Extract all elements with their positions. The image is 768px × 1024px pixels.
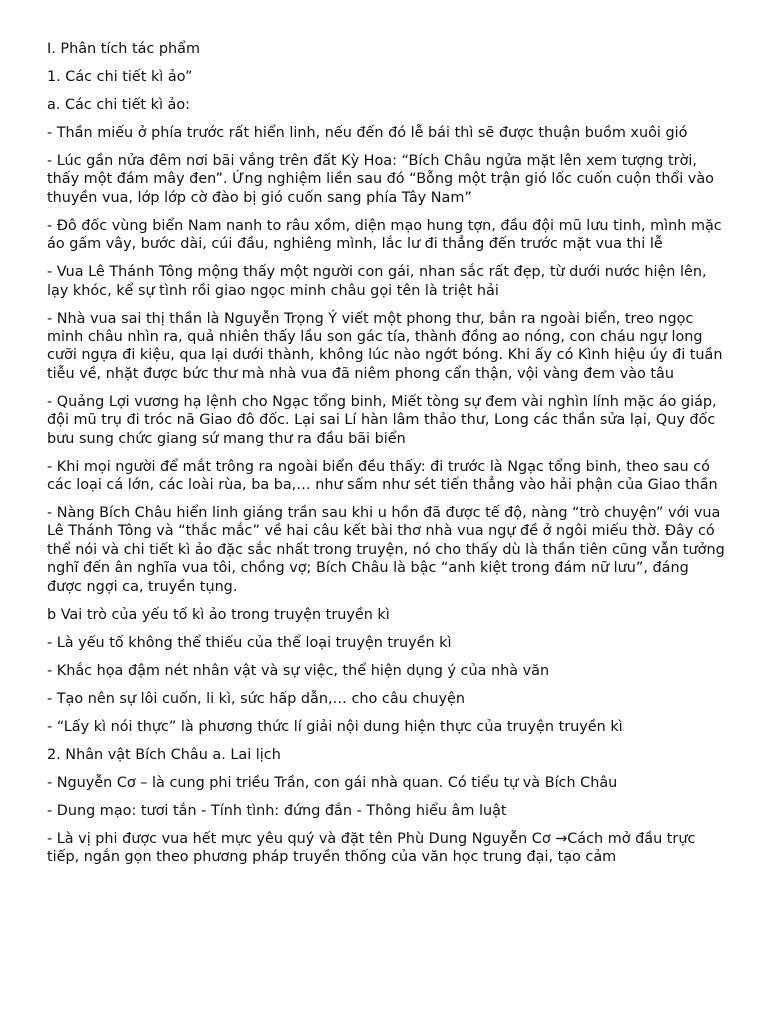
paragraph: - Nguyễn Cơ – là cung phi triều Trần, con gái nhà quan. Có tiểu tự và Bích Châu — [47, 774, 618, 791]
paragraph: - Lúc gần nửa đêm nơi bãi vắng trên đất Kỳ Hoa: “Bích Châu ngửa mặt lên xem tượng trời, thấy một đám mây đen”. Ứng nghiệm liền sau đó “Bỗng một trận gió lốc cuốn cuộn thổi vào thuyền vua, lớp lớp cờ đào bị gió cuốn sang phía Tây Nam” — [47, 153, 714, 206]
subsection-heading: 2. Nhân vật Bích Châu a. Lai lịch — [47, 746, 281, 763]
subsection-heading: a. Các chi tiết kì ảo: — [47, 97, 191, 113]
paragraph: - Thần miếu ở phía trước rất hiển linh, nếu đến đó lễ bái thì sẽ được thuận buồm xuôi gió — [47, 125, 688, 141]
section-heading: I. Phân tích tác phẩm — [47, 41, 200, 57]
paragraph: - Khi mọi người để mắt trông ra ngoài biển đều thấy: đi trước là Ngạc tổng binh, theo sau có các loại cá lớn, các loài rùa, ba ba,… như sấm như sét tiến thẳng vào hải phận của Giao thần — [47, 458, 718, 494]
document-page — [47, 40, 727, 876]
paragraph: - Là yếu tố không thể thiếu của thể loại truyện truyền kì — [47, 634, 452, 651]
subsection-heading: b Vai trò của yếu tố kì ảo trong truyện truyền kì — [47, 606, 390, 623]
paragraph: - Dung mạo: tươi tắn - Tính tình: đứng đắn - Thông hiểu âm luật — [47, 802, 507, 819]
paragraph: - Vua Lê Thánh Tông mộng thấy một người con gái, nhan sắc rất đẹp, từ dưới nước hiện lên, lạy khóc, kể sự tình rồi giao ngọc minh châu gọi tên là triệt hải — [47, 264, 707, 299]
paragraph: - Đô đốc vùng biển Nam nanh to râu xồm, diện mạo hung tợn, đầu đội mũ lưu tinh, mình mặc áo gấm vây, bước dài, cúi đầu, nghiêng mình, lắc lư đi thẳng đến trước mặt vua thi lễ — [47, 217, 722, 253]
paragraph: - Tạo nên sự lôi cuốn, li kì, sức hấp dẫn,… cho câu chuyện — [47, 690, 465, 707]
paragraph: - “Lấy kì nói thực” là phương thức lí giải nội dung hiện thực của truyện truyền kì — [47, 718, 623, 735]
paragraph: - Nàng Bích Châu hiển linh giáng trần sau khi u hồn đã được tế độ, nàng “trò chuyện” với vua Lê Thánh Tông và “thắc mắc” về hai câu kết bài thơ nhà vua ngự đề ở ngôi miếu thờ. Đây có thể nói và chi tiết kì ảo đặc sắc nhất trong truyện, nó cho thấy dù là thần tiên cũng vẫn tưởng nghĩ đến ân nghĩa vua tôi, chồng vợ; Bích Châu là bậc “anh kiệt trong đám nữ lưu”, đáng được ngợi ca, truyền tụng. — [47, 505, 725, 595]
paragraph: - Là vị phi được vua hết mực yêu quý và đặt tên Phù Dung Nguyễn Cơ →Cách mở đầu trực tiếp, ngắn gọn theo phương pháp truyền thống của văn học trung đại, tạo cảm — [47, 830, 696, 866]
paragraph: - Khắc họa đậm nét nhân vật và sự việc, thể hiện dụng ý của nhà văn — [47, 662, 550, 679]
subsection-heading: 1. Các chi tiết kì ảo” — [47, 69, 193, 85]
paragraph: - Quảng Lợi vương hạ lệnh cho Ngạc tổng binh, Miết tòng sự đem vài nghìn lính mặc áo giáp, đội mũ trụ đi tróc nã Giao đô đốc. Lại sai Lí hàn lâm thảo thư, Long các thần sửa lại, Quy đốc bưu sung chức giang sứ mang thư ra đầu bãi biển — [47, 393, 717, 447]
paragraph: - Nhà vua sai thị thần là Nguyễn Trọng Ý viết một phong thư, bắn ra ngoài biển, treo ngọc minh châu nhìn ra, quả nhiên thấy lầu son gác tía, thành đồng ao nóng, con cháu ngự long cưỡi ngựa đi kiệu, qua lại dưới thành, không lúc nào ngớt bóng. Khi ấy có Kình hiệu úy đi tuần tiễu về, nhặt được bức thư mà nhà vua đã niêm phong cẩn thận, vội vàng đem vào tâu — [47, 310, 723, 382]
